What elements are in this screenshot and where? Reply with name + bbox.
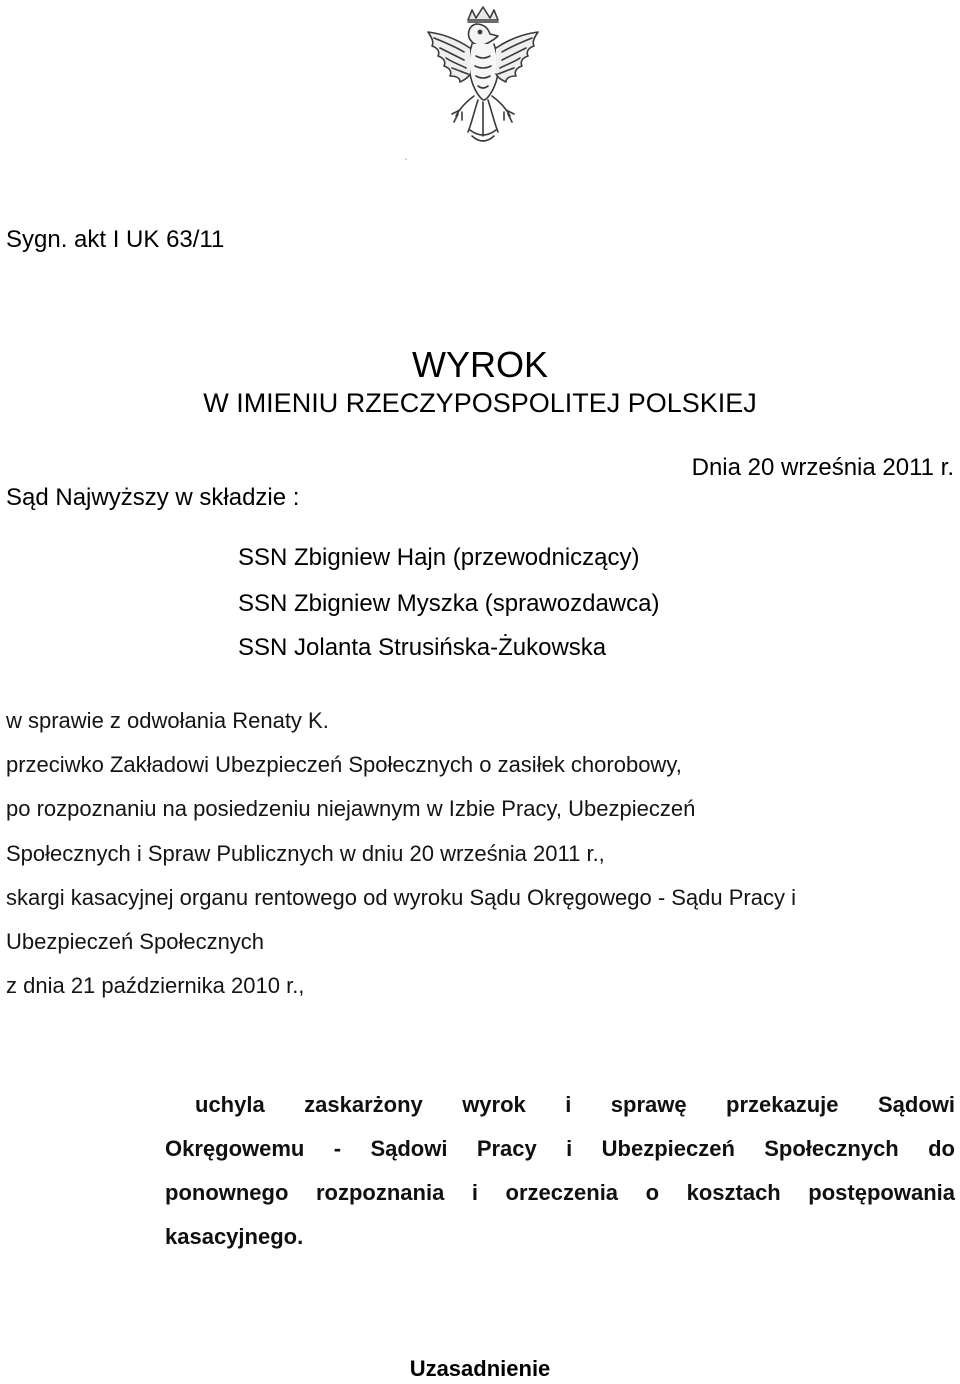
case-line: Ubezpieczeń Społecznych xyxy=(6,929,265,954)
judge-member: SSN Jolanta Strusińska-Żukowska xyxy=(238,634,607,661)
case-line: po rozpoznaniu na posiedzeniu niejawnym w Izbie Pracy, Ubezpieczeń xyxy=(6,796,696,821)
verdict-line: uchyla zaskarżony wyrok i sprawę przekazuje Sądowi xyxy=(195,1092,955,1117)
judge-presiding: SSN Zbigniew Hajn (przewodniczący) xyxy=(238,544,640,571)
case-line: przeciwko Zakładowi Ubezpieczeń Społecznych o zasiłek chorobowy, xyxy=(6,752,682,777)
case-signature: Sygn. akt I UK 63/11 xyxy=(6,226,225,253)
reasons-heading: Uzasadnienie xyxy=(409,1356,551,1381)
verdict-line: kasacyjnego. xyxy=(165,1224,304,1249)
court-composition-label: Sąd Najwyższy w składzie : xyxy=(6,484,300,511)
document-title: WYROK xyxy=(411,344,548,385)
document-subtitle: W IMIENIU RZECZYPOSPOLITEJ POLSKIEJ xyxy=(203,388,757,418)
verdict-line: Okręgowemu - Sądowi Pracy i Ubezpieczeń Społecznych do xyxy=(165,1136,955,1161)
judgment-date: Dnia 20 września 2011 r. xyxy=(691,454,954,481)
judge-rapporteur: SSN Zbigniew Myszka (sprawozdawca) xyxy=(238,590,660,617)
case-line: z dnia 21 października 2010 r., xyxy=(6,973,305,998)
case-line: w sprawie z odwołania Renaty K. xyxy=(6,708,329,733)
verdict-line: ponownego rozpoznania i orzeczenia o kosztach postępowania xyxy=(165,1180,955,1205)
polish-eagle-emblem-icon xyxy=(398,4,568,164)
case-line: skargi kasacyjnej organu rentowego od wyroku Sądu Okręgowego - Sądu Pracy i xyxy=(6,885,796,910)
case-line: Społecznych i Spraw Publicznych w dniu 20 września 2011 r., xyxy=(6,841,605,866)
